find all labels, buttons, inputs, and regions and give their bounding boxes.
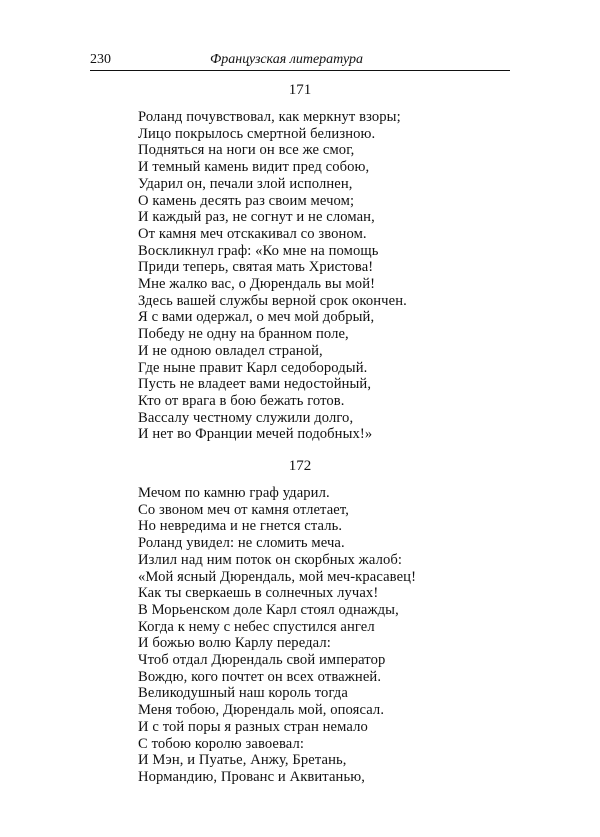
verse-line: Меня тобою, Дюрендаль мой, опоясал.	[138, 702, 385, 719]
verse-line: Нормандию, Прованс и Аквитанью,	[138, 768, 365, 785]
verse-line: И не одною овладел страной,	[138, 342, 323, 359]
verse-line: Где ныне правит Карл седобородый.	[138, 359, 368, 376]
verse-line: «Мой ясный Дюрендаль, мой меч-красавец!	[138, 568, 417, 585]
page-number: 230	[90, 52, 111, 67]
verse-line: И с той поры я разных стран немало	[138, 718, 368, 735]
verse-line: Со звоном меч от камня отлетает,	[138, 501, 349, 518]
verse-line: Вассалу честному служили долго,	[138, 409, 354, 426]
verse-line: Кто от врага в бою бежать готов.	[138, 392, 345, 409]
verse-line: Я с вами одержал, о меч мой добрый,	[138, 309, 375, 326]
verse-line: Роланд увидел: не сломить меча.	[138, 535, 345, 552]
verse-line: И Мэн, и Пуатье, Анжу, Бретань,	[138, 752, 347, 769]
verse-line: С тобою королю завоевал:	[138, 735, 305, 752]
verse-line: Чтоб отдал Дюрендаль свой император	[138, 652, 386, 669]
running-title: Французская литература	[210, 52, 363, 67]
verse-line: Мечом по камню граф ударил.	[138, 485, 330, 501]
verse-line: В Морьенском доле Карл стоял однажды,	[138, 601, 399, 618]
header-rule	[90, 70, 510, 71]
page-header	[90, 45, 510, 69]
verse-line: Пусть не владеет вами недостойный,	[138, 376, 372, 393]
verse-line: Победу не одну на бранном поле,	[138, 326, 349, 343]
stanza-number-171: 171	[288, 82, 312, 98]
stanza-171	[138, 109, 407, 443]
verse-line: Воскликнул граф: «Ко мне на помощь	[138, 242, 379, 259]
verse-line: Лицо покрылось смертной белизною.	[138, 125, 376, 142]
verse-line: Великодушный наш король тогда	[138, 685, 348, 702]
stanza-172	[138, 485, 416, 786]
verse-line: От камня меч отскакивал со звоном.	[138, 225, 367, 242]
verse-line: Ударил он, печали злой исполнен,	[138, 175, 353, 192]
verse-line: Мне жалко вас, о Дюрендаль вы мой!	[138, 276, 376, 293]
verse-line: И нет во Франции мечей подобных!»	[138, 426, 373, 443]
verse-line: И темный камень видит пред собою,	[138, 159, 370, 176]
verse-line: Излил над ним поток он скорбных жалоб:	[138, 551, 403, 568]
verse-line: Приди теперь, святая мать Христова!	[138, 259, 374, 276]
verse-line: Как ты сверкаешь в солнечных лучах!	[138, 585, 379, 602]
verse-line: О камень десять раз своим мечом;	[138, 192, 355, 209]
stanza-number-172: 172	[288, 458, 312, 474]
verse-line: Роланд почувствовал, как меркнут взоры;	[138, 109, 401, 125]
verse-line: И каждый раз, не согнут и не сломан,	[138, 209, 375, 226]
verse-line: И божью волю Карлу передал:	[138, 635, 331, 652]
verse-line: Когда к нему с небес спустился ангел	[138, 618, 375, 635]
verse-line: Здесь вашей службы верной срок окончен.	[138, 292, 407, 309]
verse-line: Подняться на ноги он все же смог,	[138, 142, 355, 159]
verse-line: Но невредима и не гнется сталь.	[138, 518, 343, 535]
verse-line: Вождю, кого почтет он всех отважней.	[138, 668, 382, 685]
